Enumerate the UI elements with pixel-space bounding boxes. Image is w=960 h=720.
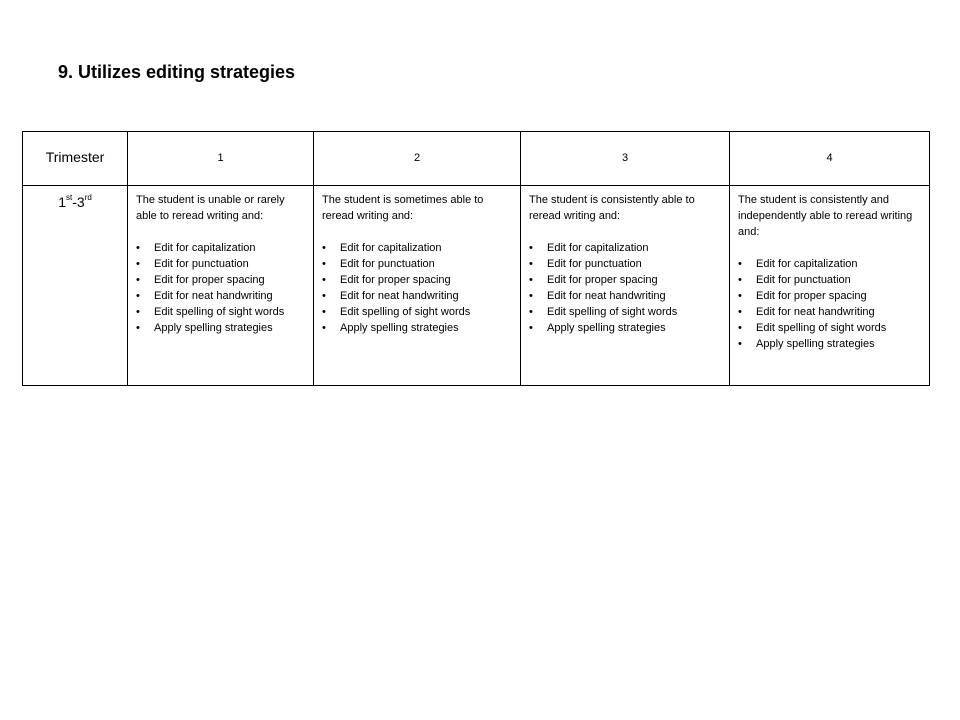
cell-description: The student is unable or rarely able to reread writing and: (136, 194, 285, 222)
page-title: 9. Utilizes editing strategies (58, 62, 296, 82)
skill-item: • Apply spelling strategies (529, 320, 721, 336)
level-header-1: 1 (217, 152, 224, 164)
level-header-2: 2 (413, 152, 421, 164)
trimester-header-cell (23, 132, 128, 186)
skills-list (136, 240, 305, 336)
period-cell (23, 186, 128, 386)
skill-item: • Edit spelling of sight words (738, 320, 921, 336)
skill-item: • Edit for neat handwriting (322, 288, 512, 304)
skill-item: • Edit for capitalization (136, 240, 305, 256)
level-header-cell (314, 132, 521, 186)
cell-description: The student is sometimes able to reread writing and: (322, 194, 484, 222)
skills-list (738, 256, 921, 352)
header-row (23, 132, 930, 186)
level-header-cell (521, 132, 730, 186)
rubric-cell-level-1 (128, 186, 314, 386)
skill-item: • Edit spelling of sight words (529, 304, 721, 320)
level-header-cell (128, 132, 314, 186)
skill-item: • Edit for punctuation (529, 256, 721, 272)
rubric-cell-level-4 (730, 186, 930, 386)
skill-item: • Edit spelling of sight words (322, 304, 512, 320)
skill-item: • Edit for punctuation (322, 256, 512, 272)
skill-item: • Apply spelling strategies (322, 320, 512, 336)
skill-item: • Edit for capitalization (529, 240, 721, 256)
skill-item: • Edit for neat handwriting (136, 288, 305, 304)
skill-item: • Apply spelling strategies (136, 320, 305, 336)
rubric-cell-content (521, 186, 729, 336)
skill-item: • Edit for punctuation (738, 272, 921, 288)
period-end-number: 3 (76, 194, 85, 210)
skills-list (529, 240, 721, 336)
level-header-cell (730, 132, 930, 186)
rubric-row (23, 186, 930, 386)
skill-item: • Edit spelling of sight words (136, 304, 305, 320)
skill-item: • Edit for capitalization (738, 256, 921, 272)
rubric-cell-content (314, 186, 520, 336)
rubric-table (22, 131, 930, 386)
skill-item: • Edit for capitalization (322, 240, 512, 256)
period-start-number: 1 (58, 194, 66, 210)
rubric-cell-content (730, 186, 929, 352)
level-header-3: 3 (621, 152, 629, 164)
skill-item: • Edit for neat handwriting (529, 288, 721, 304)
skill-item: • Edit for neat handwriting (738, 304, 921, 320)
rubric-cell-level-3 (521, 186, 730, 386)
level-header-4: 4 (826, 152, 833, 164)
skill-item: • Edit for proper spacing (738, 288, 921, 304)
trimester-period-label (23, 186, 127, 210)
skill-item: • Edit for punctuation (136, 256, 305, 272)
period-end-suffix: rd (84, 193, 92, 202)
cell-description: The student is consistently able to reread writing and: (529, 194, 695, 222)
skill-item: • Edit for proper spacing (136, 272, 305, 288)
cell-description: The student is consistently and independently able to reread writing and: (738, 194, 913, 238)
trimester-header: Trimester (45, 149, 105, 165)
rubric-cell-level-2 (314, 186, 521, 386)
skills-list (322, 240, 512, 336)
skill-item: • Edit for proper spacing (529, 272, 721, 288)
rubric-cell-content (128, 186, 313, 336)
skill-item: • Apply spelling strategies (738, 336, 921, 352)
period-dash: - (72, 194, 77, 210)
period-start-suffix: st (65, 193, 73, 202)
skill-item: • Edit for proper spacing (322, 272, 512, 288)
